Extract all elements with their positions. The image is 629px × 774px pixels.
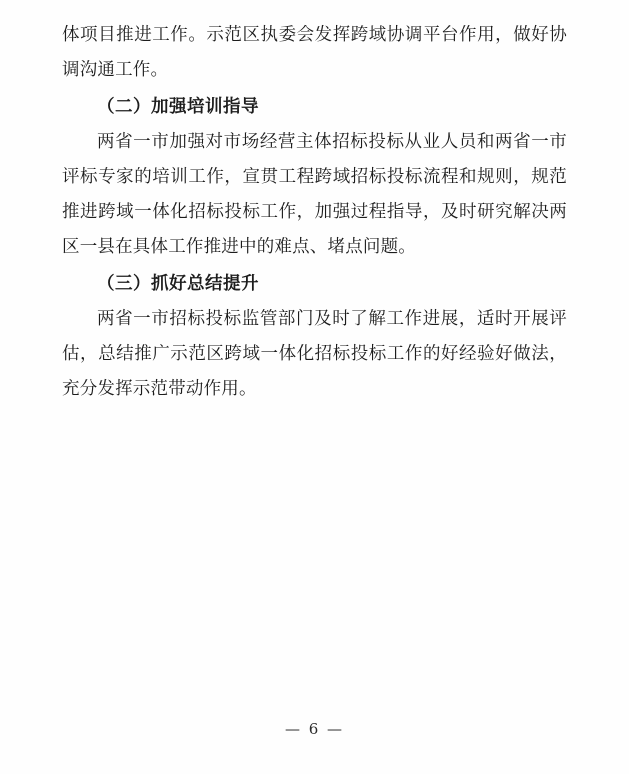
- paragraph-continued: 体项目推进工作。示范区执委会发挥跨域协调平台作用，做好协调沟通工作。: [62, 25, 567, 80]
- document-body: [62, 18, 567, 407]
- paragraph-summary-improvement: 两省一市招标投标监管部门及时了解工作进展，适时开展评估，总结推广示范区跨域一体化招标投标工作的好经验好做法，充分发挥示范带动作用。: [62, 309, 567, 399]
- paragraph-training-guidance: 两省一市加强对市场经营主体招标投标从业人员和两省一市评标专家的培训工作，宣贯工程跨域招标投标流程和规则，规范推进跨域一体化招标投标工作，加强过程指导，及时研究解决两区一县在具体工作推进中的难点、堵点问题。: [62, 132, 567, 257]
- section-heading-two: （二）加强培训指导: [97, 97, 259, 117]
- section-heading-three: （三）抓好总结提升: [97, 274, 259, 294]
- page-number-footer: — 6 —: [284, 720, 345, 738]
